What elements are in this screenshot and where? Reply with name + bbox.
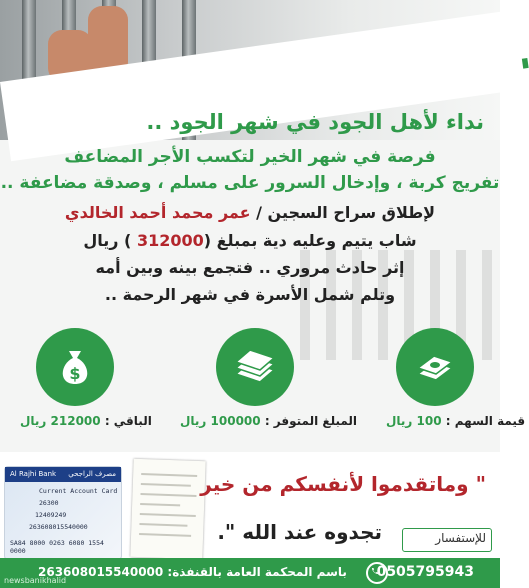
court-account: باسم المحكمة العامة بالقنفذة: 263608015540000	[38, 565, 347, 579]
prisoner-name: عمر محمد أحمد الخالدي	[64, 203, 251, 222]
headline: نداء لأهل الجود في شهر الجود ..	[146, 110, 484, 134]
release-line	[0, 203, 500, 222]
debt-amount: 312000	[136, 231, 204, 250]
bank-card-image	[4, 466, 122, 560]
phone-number[interactable]: 0505795943	[376, 564, 474, 580]
money-stack-icon	[396, 328, 474, 406]
remaining-label: الباقي :	[104, 414, 152, 428]
card-number-1: 26300	[39, 499, 59, 507]
quote-line-2: تجدوه عند الله ".	[217, 520, 382, 544]
story-line-1: إثر حادث مروري .. فتجمع بينه وبين أمه	[95, 258, 405, 277]
debt-before: شاب يتيم وعليه دية بمبلغ (	[203, 231, 417, 250]
stacked-cash-icon	[216, 328, 294, 406]
court-document-image	[130, 459, 205, 559]
debt-line	[0, 231, 500, 250]
card-account: 263608015540000	[29, 523, 88, 531]
quote-line-1: " وماتقدموا لأنفسكم من خير	[200, 472, 486, 496]
share-stat	[386, 414, 525, 428]
svg-text:$: $	[69, 364, 81, 383]
intro-line-2: تفريج كربة ، وإدخال السرور على مسلم ، وصدقة مضاعفة ..	[0, 173, 500, 193]
remaining-stat	[20, 414, 152, 428]
available-stat	[180, 414, 357, 428]
money-bag-icon	[36, 328, 114, 406]
debt-after: ) ريال	[83, 231, 137, 250]
card-bank-ar: مصرف الراجحي	[68, 470, 116, 478]
share-label: قيمة السهم :	[445, 414, 526, 428]
card-number-2: 12409249	[35, 511, 67, 519]
share-value: 100 ريال	[386, 414, 442, 428]
remaining-value: 212000 ريال	[20, 414, 101, 428]
card-header	[5, 467, 121, 482]
watermark: newsbanikhalid	[4, 576, 67, 585]
story-line-2: وتلم شمل الأسرة في شهر الرحمة ..	[104, 285, 396, 304]
card-iban: SA84 8000 0263 6080 1554 0000	[10, 539, 104, 555]
enquiry-label: للإستفسار	[435, 531, 486, 545]
intro-line-1: فرصة في شهر الخير لتكسب الأجر المضاعف	[64, 147, 436, 167]
release-prefix: لإطلاق سراح السجين /	[256, 203, 436, 222]
available-label: المبلغ المتوفر :	[264, 414, 358, 428]
card-title: Current Account Card	[39, 487, 118, 495]
available-value: 100000 ريال	[180, 414, 261, 428]
card-bank-en: Al Rajhi Bank	[10, 470, 57, 478]
